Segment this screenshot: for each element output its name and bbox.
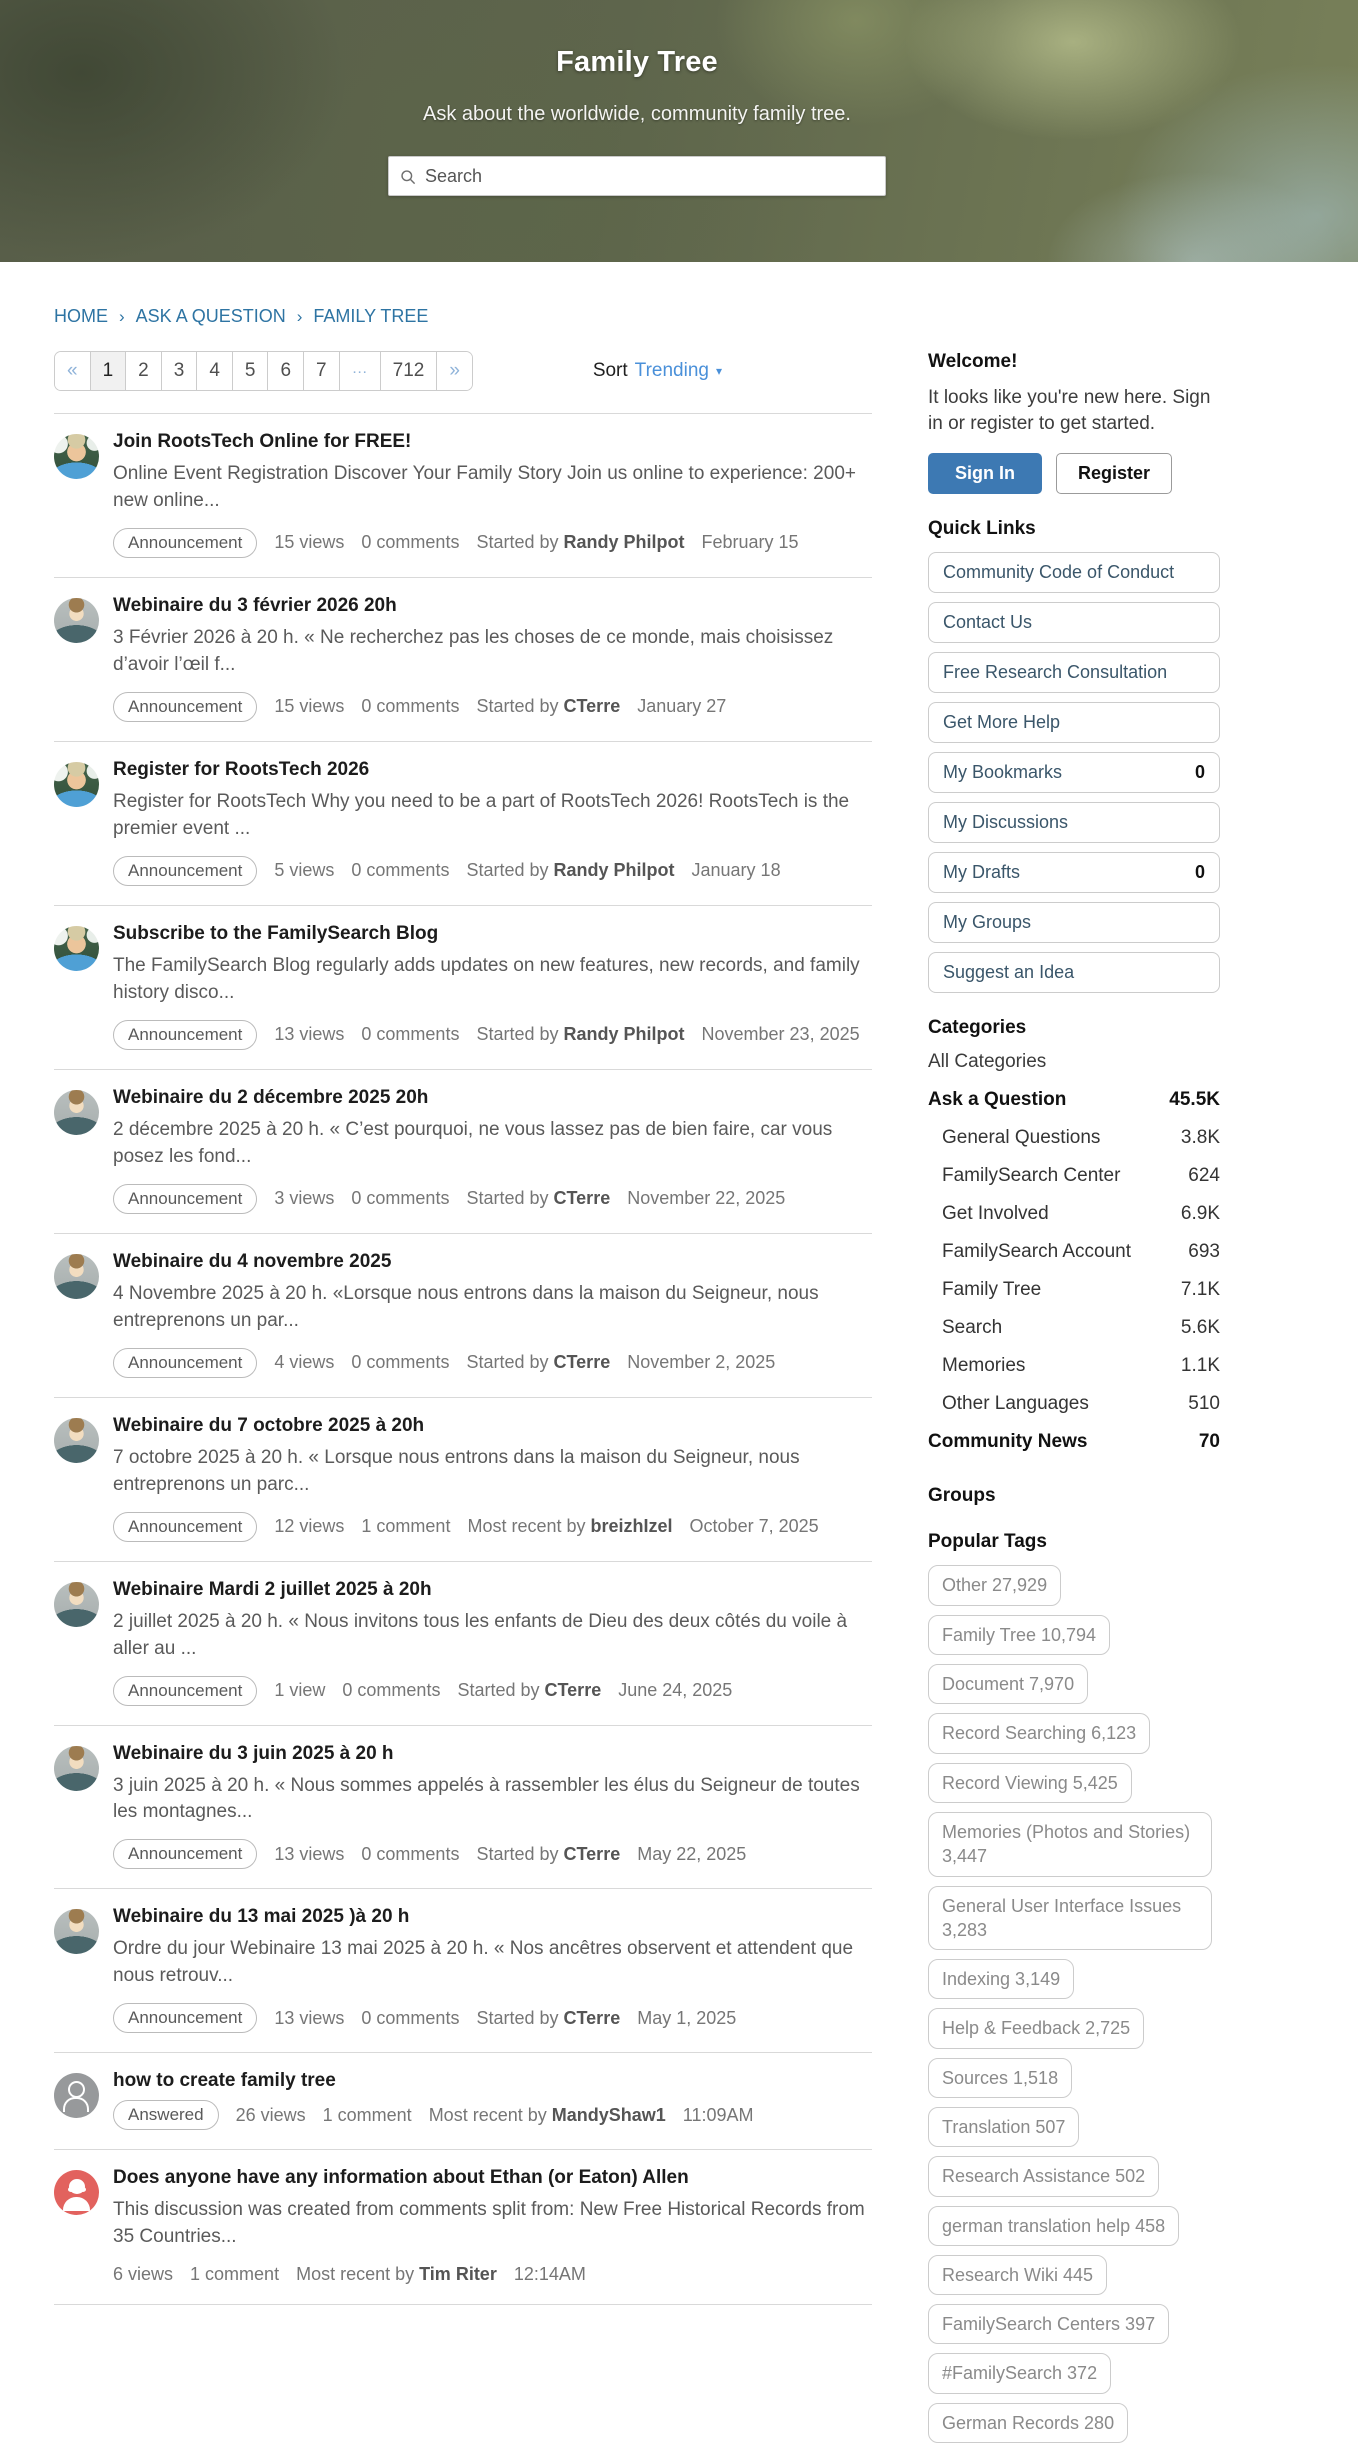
discussion-date: October 7, 2025	[689, 1516, 819, 1537]
author-line	[466, 1188, 610, 1209]
tag-pill[interactable]: Family Tree 10,794	[928, 1615, 1110, 1655]
tag-pill[interactable]: Document 7,970	[928, 1664, 1088, 1704]
comment-count: 0 comments	[351, 1188, 450, 1209]
discussion-excerpt: Online Event Registration Discover Your Family Story Join us online to experience: 200+ new online...	[113, 463, 856, 511]
quick-links-list	[928, 552, 1220, 993]
popular-tags-heading: Popular Tags	[928, 1531, 1047, 1553]
sort-control	[593, 360, 722, 382]
avatar[interactable]	[54, 1582, 99, 1627]
category-count: 70	[1198, 1431, 1220, 1453]
status-badge: Announcement	[113, 1676, 257, 1706]
quick-link-label: My Drafts	[943, 862, 1021, 883]
category-label: Get Involved	[942, 1203, 1049, 1225]
discussion-date: January 27	[637, 696, 727, 717]
tag-pill[interactable]: #FamilySearch 372	[928, 2353, 1111, 2393]
author-name[interactable]: CTerre	[563, 1843, 621, 1864]
category-label: Memories	[942, 1355, 1026, 1377]
discussion-date: May 22, 2025	[637, 1843, 747, 1864]
author-line	[476, 532, 684, 553]
welcome-heading: Welcome!	[928, 351, 1018, 372]
discussion-row	[54, 2150, 872, 2305]
pagination-page-button[interactable]: 7	[304, 352, 340, 390]
discussion-row	[54, 1726, 872, 1890]
discussion-meta	[113, 2100, 872, 2130]
author-prefix: Started by	[466, 1352, 549, 1373]
discussion-title[interactable]: Does anyone have any information about Ethan (or Eaton) Allen	[113, 2167, 689, 2189]
author-prefix: Started by	[476, 2007, 559, 2028]
breadcrumb-link[interactable]: HOME	[54, 306, 108, 326]
status-badge: Announcement	[113, 2003, 257, 2033]
quick-link-item[interactable]	[928, 602, 1220, 643]
discussion-meta	[113, 1512, 872, 1542]
status-badge: Announcement	[113, 1184, 257, 1214]
sign-in-button[interactable]: Sign In	[928, 453, 1042, 494]
breadcrumb	[54, 306, 1220, 327]
quick-link-item[interactable]	[928, 852, 1220, 893]
author-prefix: Started by	[476, 532, 559, 553]
discussion-excerpt: 3 Février 2026 à 20 h. « Ne recherchez pas les choses de ce monde, mais choisissez d’avoir l’œil f...	[113, 626, 834, 675]
pagination-page-button[interactable]: 6	[268, 352, 304, 390]
quick-link-count: 0	[1194, 762, 1205, 783]
discussion-date: 12:14AM	[513, 2264, 586, 2285]
avatar[interactable]	[54, 598, 99, 643]
author-prefix: Started by	[476, 1024, 559, 1045]
avatar[interactable]	[54, 1090, 99, 1135]
discussion-excerpt: 7 octobre 2025 à 20 h. « Lorsque nous entrons dans la maison du Seigneur, nous entreprenons un parc...	[113, 1446, 800, 1495]
discussion-meta	[113, 1676, 872, 1706]
category-list	[928, 1081, 1220, 1461]
pagination-page-button[interactable]: 3	[162, 352, 198, 390]
category-label: Community News	[928, 1431, 1088, 1453]
discussion-date: May 1, 2025	[637, 2007, 737, 2028]
status-badge: Announcement	[113, 1348, 257, 1378]
discussion-meta	[113, 856, 872, 886]
discussion-meta	[113, 692, 872, 722]
quick-link-item[interactable]	[928, 902, 1220, 943]
categories-heading: Categories	[928, 1017, 1027, 1039]
avatar[interactable]	[54, 1254, 99, 1299]
pagination-page-button[interactable]: 712	[381, 352, 438, 390]
discussion-meta	[113, 1839, 872, 1869]
author-line	[476, 696, 620, 717]
sidebar	[928, 351, 1220, 2452]
register-button[interactable]: Register	[1056, 453, 1172, 494]
status-badge: Answered	[113, 2100, 219, 2130]
hero-banner	[0, 0, 1358, 262]
category-item[interactable]	[928, 1233, 1220, 1271]
pagination	[54, 351, 473, 391]
discussion-title[interactable]: Webinaire du 4 novembre 2025	[113, 1250, 392, 1272]
avatar[interactable]	[54, 1418, 99, 1463]
quick-link-item[interactable]	[928, 702, 1220, 743]
avatar[interactable]	[54, 1909, 99, 1954]
discussion-row	[54, 578, 872, 742]
comment-count: 1 comment	[361, 1516, 451, 1537]
quick-link-item[interactable]	[928, 552, 1220, 593]
view-count: 3 views	[274, 1188, 335, 1209]
search-box[interactable]	[388, 156, 886, 196]
discussion-row	[54, 1889, 872, 2053]
category-item[interactable]	[928, 1119, 1220, 1157]
category-item[interactable]	[928, 1195, 1220, 1233]
author-prefix: Most recent by	[296, 2264, 415, 2285]
discussion-title[interactable]: Webinaire du 7 octobre 2025 à 20h	[113, 1414, 425, 1436]
author-name[interactable]: CTerre	[544, 1680, 602, 1700]
discussion-row	[54, 906, 872, 1070]
discussion-title[interactable]: Webinaire du 3 juin 2025 à 20 h	[113, 1742, 394, 1764]
discussion-date: November 22, 2025	[627, 1188, 786, 1209]
author-prefix: Started by	[466, 860, 549, 881]
tag-pill[interactable]: Indexing 3,149	[928, 1959, 1074, 1999]
pagination-page-button[interactable]: 5	[233, 352, 269, 390]
category-item[interactable]	[928, 1157, 1220, 1195]
category-label: General Questions	[942, 1127, 1101, 1149]
category-label: FamilySearch Account	[942, 1241, 1132, 1263]
discussion-meta	[113, 1348, 872, 1378]
discussion-title[interactable]: Webinaire Mardi 2 juillet 2025 à 20h	[113, 1578, 432, 1600]
status-badge: Announcement	[113, 1512, 257, 1542]
discussion-excerpt: Register for RootsTech Why you need to be a part of RootsTech 2026! RootsTech is the premier event ...	[113, 790, 850, 839]
status-badge: Announcement	[113, 1020, 257, 1050]
author-name[interactable]: breizhIzel	[590, 1516, 673, 1537]
comment-count: 0 comments	[361, 2007, 460, 2028]
quick-link-item[interactable]	[928, 752, 1220, 793]
discussion-list	[54, 413, 872, 2305]
status-badge: Announcement	[113, 1839, 257, 1869]
avatar[interactable]	[54, 2073, 99, 2118]
quick-link-label: Community Code of Conduct	[943, 562, 1175, 583]
author-prefix: Started by	[476, 696, 559, 717]
author-line	[457, 1680, 601, 1701]
view-count: 6 views	[113, 2264, 174, 2285]
tag-pill[interactable]: Translation 507	[928, 2107, 1079, 2147]
comment-count: 1 comment	[190, 2264, 280, 2285]
view-count: 5 views	[274, 860, 335, 881]
category-item[interactable]	[928, 1081, 1220, 1119]
discussion-row	[54, 2053, 872, 2150]
author-name[interactable]: Randy Philpot	[563, 532, 685, 553]
avatar[interactable]	[54, 1746, 99, 1791]
discussion-excerpt: The FamilySearch Blog regularly adds updates on new features, new records, and family history disco...	[113, 954, 860, 1003]
author-prefix: Started by	[466, 1188, 549, 1209]
comment-count: 0 comments	[361, 696, 460, 717]
tag-pill[interactable]: Sources 1,518	[928, 2058, 1072, 2098]
discussion-row	[54, 1398, 872, 1562]
status-badge: Announcement	[113, 692, 257, 722]
category-item[interactable]	[928, 1309, 1220, 1347]
discussion-row	[54, 742, 872, 906]
discussion-list-panel	[54, 351, 872, 2305]
view-count: 1 view	[274, 1680, 326, 1700]
author-line	[296, 2264, 497, 2285]
discussion-meta	[113, 1020, 872, 1050]
discussion-row	[54, 1234, 872, 1398]
tag-pill[interactable]: Memories (Photos and Stories) 3,447	[928, 1812, 1212, 1877]
discussion-title[interactable]: Webinaire du 2 décembre 2025 20h	[113, 1086, 429, 1108]
discussion-excerpt: 3 juin 2025 à 20 h. « Nous sommes appelés à rassembler les élus du Seigneur de toutes les montagnes...	[113, 1774, 860, 1823]
quick-link-item[interactable]	[928, 802, 1220, 843]
discussion-title[interactable]: Webinaire du 3 février 2026 20h	[113, 594, 397, 616]
category-count: 6.9K	[1180, 1203, 1220, 1225]
author-name[interactable]: Tim Riter	[419, 2264, 497, 2285]
tag-cloud	[928, 1565, 1220, 2452]
breadcrumb-separator: ›	[119, 306, 125, 326]
avatar[interactable]	[54, 762, 99, 807]
author-line	[476, 2008, 620, 2029]
discussion-row	[54, 1070, 872, 1234]
tag-pill[interactable]: Record Searching 6,123	[928, 1713, 1150, 1753]
pagination-page-button[interactable]: 2	[126, 352, 162, 390]
tag-pill[interactable]: Research Wiki 445	[928, 2255, 1107, 2295]
discussion-title[interactable]: Webinaire du 13 mai 2025 )à 20 h	[113, 1906, 410, 1928]
category-count: 693	[1188, 1241, 1220, 1263]
author-name[interactable]: Randy Philpot	[563, 1024, 685, 1045]
discussion-meta	[113, 2264, 872, 2285]
breadcrumb-link[interactable]: FAMILY TREE	[313, 306, 429, 326]
page-title: Family Tree	[556, 46, 718, 78]
quick-link-label: My Groups	[943, 912, 1032, 933]
view-count: 13 views	[274, 1024, 345, 1045]
welcome-text: It looks like you're new here. Sign in or register to get started.	[928, 387, 1211, 435]
author-name[interactable]: CTerre	[563, 2007, 621, 2028]
discussion-meta	[113, 1184, 872, 1214]
author-line	[467, 1516, 672, 1537]
quick-link-item[interactable]	[928, 652, 1220, 693]
discussion-meta	[113, 528, 872, 558]
author-line	[466, 860, 674, 881]
discussion-excerpt: 2 juillet 2025 à 20 h. « Nous invitons tous les enfants de Dieu des deux côtés du voile à aller au ...	[113, 1610, 848, 1659]
author-name[interactable]: CTerre	[553, 1188, 611, 1209]
all-categories-link[interactable]: All Categories	[928, 1051, 1047, 1073]
comment-count: 1 comment	[322, 2104, 412, 2125]
quick-link-label: Suggest an Idea	[943, 962, 1075, 983]
discussion-date: November 2, 2025	[627, 1352, 776, 1373]
view-count: 15 views	[274, 696, 345, 717]
discussion-date: November 23, 2025	[701, 1024, 860, 1045]
author-line	[429, 2105, 666, 2126]
status-badge: Announcement	[113, 528, 257, 558]
avatar[interactable]	[54, 434, 99, 479]
author-line	[476, 1844, 620, 1865]
tag-pill[interactable]: Other 27,929	[928, 1565, 1061, 1605]
discussion-date: June 24, 2025	[618, 1680, 733, 1700]
search-icon	[400, 169, 417, 186]
author-prefix: Most recent by	[428, 2104, 547, 2125]
page-subtitle: Ask about the worldwide, community family tree.	[423, 103, 851, 125]
category-label: Other Languages	[942, 1393, 1089, 1415]
discussion-row	[54, 1562, 872, 1726]
pagination-page-button[interactable]: 1	[91, 352, 127, 390]
discussion-meta	[113, 2003, 872, 2033]
breadcrumb-link[interactable]: ASK A QUESTION	[135, 306, 286, 326]
sort-value-dropdown[interactable]: Trending	[634, 360, 709, 381]
discussion-excerpt: 2 décembre 2025 à 20 h. « C’est pourquoi, ne vous lassez pas de bien faire, car vous posez les fond...	[113, 1118, 833, 1167]
quick-links-heading: Quick Links	[928, 518, 1036, 540]
comment-count: 0 comments	[342, 1680, 441, 1700]
breadcrumb-separator: ›	[296, 306, 303, 326]
status-badge: Announcement	[113, 856, 257, 886]
quick-link-label: My Bookmarks	[943, 762, 1063, 783]
tag-pill[interactable]: Record Viewing 5,425	[928, 1763, 1132, 1803]
author-prefix: Started by	[476, 1843, 559, 1864]
avatar[interactable]	[54, 926, 99, 971]
tag-pill[interactable]: Research Assistance 502	[928, 2156, 1159, 2196]
pagination-prev-button[interactable]: «	[55, 352, 91, 390]
chevron-down-icon[interactable]: ▾	[715, 364, 722, 378]
view-count: 13 views	[274, 1843, 345, 1864]
discussion-title[interactable]: Subscribe to the FamilySearch Blog	[113, 922, 439, 944]
discussion-excerpt: This discussion was created from comments split from: New Free Historical Records from 35 Countries...	[113, 2199, 865, 2248]
discussion-title[interactable]: Join RootsTech Online for FREE!	[113, 431, 412, 452]
avatar[interactable]	[54, 2170, 99, 2215]
category-count: 624	[1188, 1165, 1220, 1187]
tag-pill[interactable]: german translation help 458	[928, 2206, 1179, 2246]
category-count: 1.1K	[1180, 1355, 1220, 1377]
quick-link-label: My Discussions	[943, 812, 1069, 833]
tag-pill[interactable]: German Records 280	[928, 2403, 1128, 2443]
tag-pill[interactable]: General User Interface Issues 3,283	[928, 1886, 1212, 1951]
quick-link-label: Contact Us	[943, 612, 1033, 633]
category-count: 5.6K	[1180, 1317, 1220, 1339]
comment-count: 0 comments	[351, 860, 450, 881]
discussion-excerpt: 4 Novembre 2025 à 20 h. «Lorsque nous entrons dans la maison du Seigneur, nous entreprenons un par...	[113, 1282, 819, 1331]
discussion-date: 11:09AM	[682, 2104, 754, 2125]
category-label: Family Tree	[942, 1279, 1042, 1301]
quick-link-label: Get More Help	[943, 712, 1061, 733]
tag-pill[interactable]: Help & Feedback 2,725	[928, 2008, 1144, 2048]
quick-link-item[interactable]	[928, 952, 1220, 993]
comment-count: 0 comments	[361, 1024, 460, 1045]
discussion-date: January 18	[691, 860, 781, 881]
category-item[interactable]	[928, 1385, 1220, 1423]
view-count: 15 views	[274, 532, 345, 553]
quick-link-count: 0	[1194, 862, 1205, 883]
discussion-excerpt: Ordre du jour Webinaire 13 mai 2025 à 20 h. « Nos ancêtres observent et attendent que nous retrouv...	[113, 1938, 854, 1987]
discussion-row	[54, 414, 872, 578]
view-count: 26 views	[235, 2104, 306, 2125]
author-name[interactable]: CTerre	[553, 1352, 611, 1373]
comment-count: 0 comments	[361, 532, 460, 553]
pagination-ellipsis: …	[340, 352, 381, 390]
author-prefix: Most recent by	[467, 1516, 586, 1537]
pagination-page-button[interactable]: 4	[197, 352, 233, 390]
view-count: 12 views	[274, 1516, 345, 1537]
category-item[interactable]	[928, 1347, 1220, 1385]
author-name[interactable]: MandyShaw1	[551, 2104, 666, 2125]
author-name[interactable]: CTerre	[563, 696, 621, 717]
author-line	[476, 1024, 684, 1045]
groups-heading: Groups	[928, 1485, 996, 1507]
category-label: FamilySearch Center	[942, 1165, 1121, 1187]
sort-label: Sort	[592, 360, 628, 381]
quick-link-label: Free Research Consultation	[943, 662, 1168, 683]
category-item[interactable]	[928, 1271, 1220, 1309]
tag-pill[interactable]: FamilySearch Centers 397	[928, 2304, 1169, 2344]
view-count: 4 views	[274, 1352, 335, 1373]
category-label: Search	[942, 1317, 1003, 1339]
author-line	[466, 1352, 610, 1373]
discussion-date: February 15	[701, 532, 799, 553]
category-count: 510	[1188, 1393, 1220, 1415]
discussion-title[interactable]: how to create family tree	[113, 2070, 336, 2092]
category-label: Ask a Question	[928, 1089, 1067, 1111]
comment-count: 0 comments	[351, 1352, 450, 1373]
category-count: 45.5K	[1169, 1089, 1220, 1111]
pagination-next-button[interactable]: »	[437, 352, 472, 390]
view-count: 13 views	[274, 2007, 345, 2028]
category-item[interactable]	[928, 1423, 1220, 1461]
discussion-title[interactable]: Register for RootsTech 2026	[113, 758, 370, 780]
author-name[interactable]: Randy Philpot	[553, 860, 675, 881]
category-count: 3.8K	[1180, 1127, 1220, 1149]
comment-count: 0 comments	[361, 1843, 460, 1864]
category-count: 7.1K	[1180, 1279, 1220, 1301]
author-prefix: Started by	[457, 1680, 540, 1700]
search-input[interactable]	[389, 157, 885, 195]
